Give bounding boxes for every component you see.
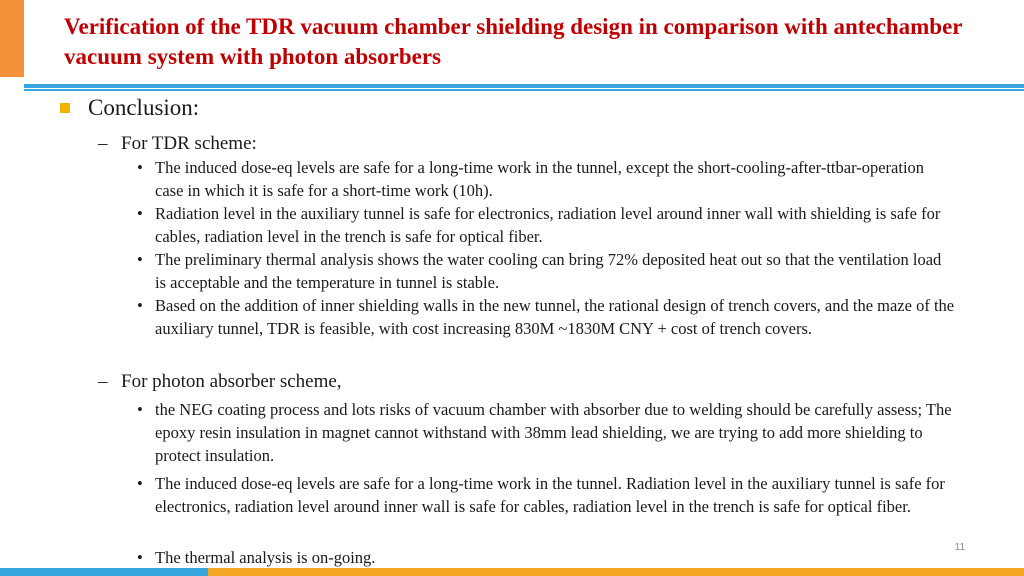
bullet-dot-icon: • — [137, 158, 143, 177]
footer-bar-blue — [0, 568, 208, 576]
bullet-dot-icon: • — [137, 250, 143, 269]
conclusion-heading: Conclusion: — [88, 95, 200, 120]
bullet-dot-icon: • — [137, 296, 143, 315]
title-divider-thin — [24, 89, 1024, 91]
bullet-text: The induced dose-eq levels are safe for a long-time work in the tunnel. Radiation level in the auxiliary tunnel is safe for electronics, radiation level around inner wall is safe for cables, radiation level in the trench is safe for optical fiber. — [155, 474, 945, 516]
page-number: 11 — [954, 542, 966, 553]
section-heading-text: For TDR scheme: — [121, 133, 257, 154]
title-accent-bar — [0, 0, 24, 77]
bullet-text: The thermal analysis is on-going. — [155, 548, 376, 567]
bullet-text: Radiation level in the auxiliary tunnel is safe for electronics, radiation level around inner wall with shielding is safe for cables, radiation level in the trench is safe for optical fiber. — [155, 204, 941, 246]
bullet-text: The induced dose-eq levels are safe for a long-time work in the tunnel, except the short-cooling-after-ttbar-operation case in which it is safe for a short-time work (10h). — [155, 158, 925, 200]
slide-title: Verification of the TDR vacuum chamber shielding design in comparison with antechamber vacuum system with photon absorbers — [64, 14, 963, 69]
bullet-text: The preliminary thermal analysis shows the water cooling can bring 72% deposited heat out so that the ventilation load is acceptable and the temperature in tunnel is stable. — [155, 250, 942, 292]
dash-bullet-icon: – — [98, 371, 108, 392]
section-heading-text: For photon absorber scheme, — [121, 371, 342, 392]
bullet-dot-icon: • — [137, 400, 143, 419]
square-bullet-icon — [60, 103, 70, 113]
bullet-text: the NEG coating process and lots risks of vacuum chamber with absorber due to welding should be carefully assess; The epoxy resin insulation in magnet cannot withstand with 38mm lead shielding, we are trying to add more shielding to protect insulation. — [155, 400, 952, 465]
footer-bar-orange — [208, 568, 1024, 576]
bullet-dot-icon: • — [137, 474, 143, 493]
title-divider-thick — [24, 84, 1024, 88]
bullet-text: Based on the addition of inner shielding walls in the new tunnel, the rational design of trench covers, and the maze of the auxiliary tunnel, TDR is feasible, with cost increasing 830M ~1830M CNY + cost of trench covers. — [155, 296, 955, 338]
dash-bullet-icon: – — [98, 133, 108, 154]
bullet-dot-icon: • — [137, 204, 143, 223]
bullet-dot-icon: • — [137, 548, 143, 567]
